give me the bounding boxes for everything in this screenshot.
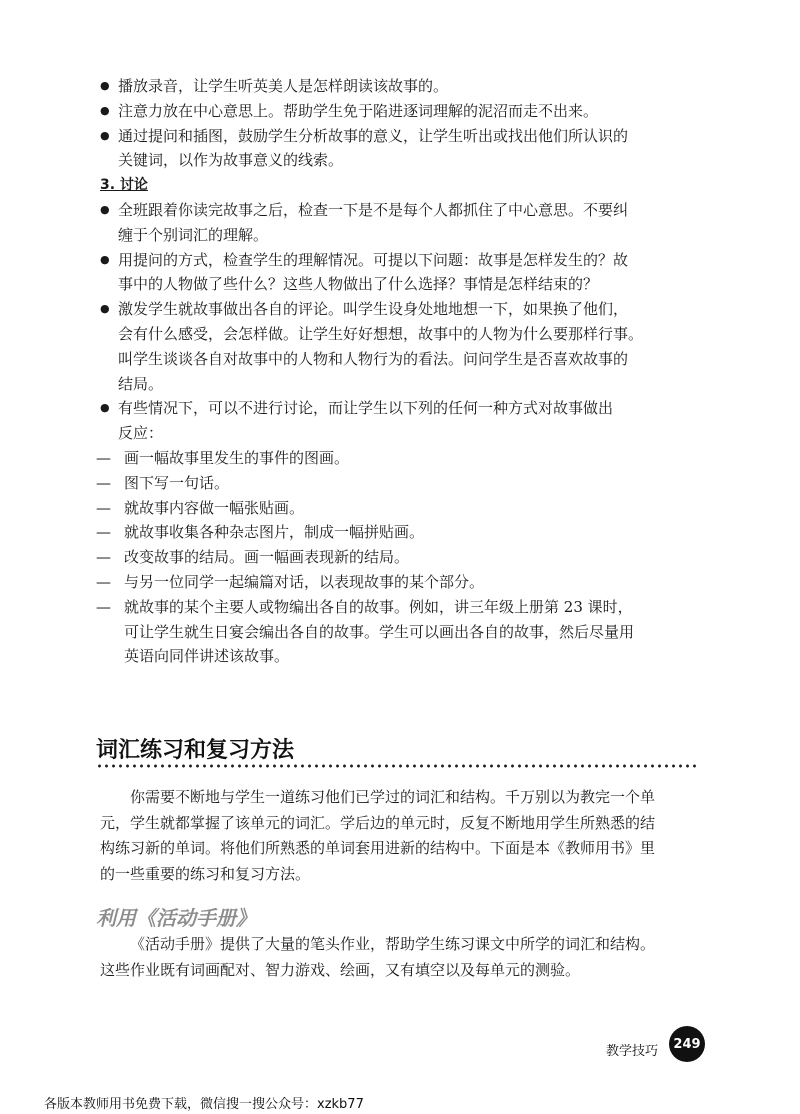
bullet-continuation: 叫学生谈谈各自对故事中的人物和人物行为的看法。问问学生是否喜欢故事的 [118, 349, 629, 368]
dash-item: — 改变故事的结局。画一幅画表现新的结局。 [96, 545, 712, 570]
dash-item: — 图下写一句话。 [96, 471, 712, 496]
bullet-item: ● 播放录音，让学生听英美人是怎样朗读该故事的。 [100, 74, 712, 99]
dash-continuation: 可让学生就生日宴会编出各自的故事。学生可以画出各自的故事，然后尽量用 [124, 622, 635, 641]
page-number: 249 [669, 1026, 705, 1062]
bullet-continuation: 事中的人物做了些什么？这些人物做出了什么选择？事情是怎样结束的？ [118, 275, 599, 294]
bullet-item: ● 用提问的方式，检查学生的理解情况。可提以下问题：故事是怎样发生的？故 [100, 248, 712, 273]
bullet-item: ● 有些情况下，可以不进行讨论，而让学生以下列的任何一种方式对故事做出 [100, 396, 712, 421]
dotted-divider [96, 764, 700, 768]
bullet-item: ● 激发学生就故事做出各自的评论。叫学生设身处地地想一下，如果换了他们， [100, 297, 712, 322]
bullet-continuation: 缠于个别词汇的理解。 [118, 225, 269, 244]
bullet-continuation: 会有什么感受，会怎样做。让学生好好想想，故事中的人物为什么要那样行事。 [118, 324, 644, 343]
paragraph-line: 构练习新的单词。将他们所熟悉的单词套用进新的结构中。下面是本《教师用书》里 [100, 839, 656, 857]
subsection-title: 利用《活动手册》 [96, 906, 256, 930]
subsection-paragraph [100, 932, 708, 983]
paragraph-line: 元，学生就都掌握了该单元的词汇。学后边的单元时，反复不断地用学生所熟悉的结 [100, 813, 656, 832]
discussion-heading: 3. 讨论 [100, 177, 148, 194]
section-paragraph [100, 785, 708, 887]
paragraph-line: 这些作业既有词画配对、智力游戏、绘画，又有填空以及每单元的测验。 [100, 960, 581, 979]
watermark-text: 各版本教师用书免费下载，微信搜一搜公众号：xzkb77 [44, 1097, 364, 1112]
dash-item: — 与另一位同学一起编篇对话，以表现故事的某个部分。 [96, 570, 712, 595]
bullet-continuation: 结局。 [118, 374, 164, 393]
section-title: 词汇练习和复习方法 [96, 738, 295, 763]
bullet-item: ● 通过提问和插图，鼓励学生分析故事的意义，让学生听出或找出他们所认识的 [100, 124, 712, 149]
paragraph-line: 《活动手册》提供了大量的笔头作业，帮助学生练习课文中所学的词汇和结构。 [130, 935, 656, 953]
dash-item: — 就故事内容做一幅张贴画。 [96, 496, 712, 521]
paragraph-line: 的一些重要的练习和复习方法。 [100, 864, 311, 883]
dash-item: — 就故事收集各种杂志图片，制成一幅拼贴画。 [96, 520, 712, 545]
bullet-continuation: 关键词，以作为故事意义的线索。 [118, 151, 344, 170]
bullet-item: ● 全班跟着你读完故事之后，检查一下是不是每个人都抓住了中心意思。不要纠 [100, 198, 712, 223]
footer-label: 教学技巧 [606, 1044, 659, 1059]
dash-item: — 就故事的某个主要人或物编出各自的故事。例如，讲三年级上册第 23 课时， [96, 595, 712, 620]
paragraph-line: 你需要不断地与学生一道练习他们已学过的词汇和结构。千万别以为教完一个单 [130, 788, 656, 806]
dash-continuation: 英语向同伴讲述该故事。 [124, 647, 290, 666]
bullet-item: ● 注意力放在中心意思上。帮助学生免于陷进逐词理解的泥沼而走不出来。 [100, 99, 712, 124]
body-text [100, 74, 712, 669]
bullet-continuation: 反应： [118, 424, 164, 443]
dash-item: — 画一幅故事里发生的事件的图画。 [96, 446, 712, 471]
